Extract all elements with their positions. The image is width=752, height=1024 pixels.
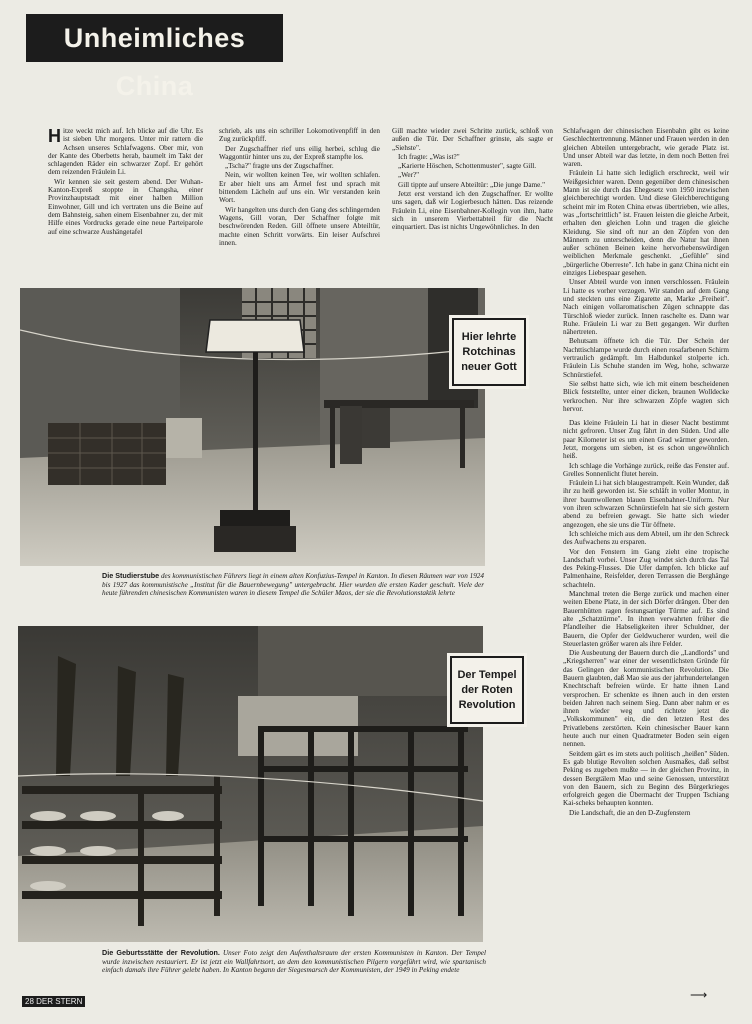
text-column-2: [219, 127, 380, 275]
paragraph: Seitdem gärt es im stets auch politisch „heißen" Süden. Es gab blutige Revolten solchen Ausmaßes, daß selbst Peking es zugeben mußte — in der gleichen Provinz, in dessen Bergtälern Mao und seine Genossen, unterstützt von den Bauern, sich zu Beginn des Bürgerkrieges erfolgreich gegen die Übermacht der Truppen Tschiang Kai-scheks behaupten konnten.: [563, 749, 729, 808]
paragraph: Unser Abteil wurde von innen verschlossen. Fräulein Li hatte es vorher verzogen. Wir standen auf dem Gang und steckten uns eine Zigarette an, Marke „Freiheit". Nach einigen vollaromatischen Zügen schnappte das Türschloß wieder zurück. Innen raschelte es. Dann war Ruhe. Fräulein Li war zu Bett gegangen. Wir durften nähertreten.: [563, 278, 729, 337]
photo-study-room: [20, 288, 485, 566]
headline-line: neuer Gott: [461, 360, 517, 373]
paragraph: „Wer?": [398, 171, 420, 180]
paragraph: „Tscha?" fragte uns der Zugschaffner.: [225, 162, 334, 171]
paragraph: Gill tippte auf unsere Abteiltür: „Die junge Dame.": [398, 180, 546, 189]
paragraph: Der Zugschaffner rief uns eilig herbei, schlug die Waggontür hinter uns zu, der Expreß stampfte los.: [219, 144, 380, 161]
paragraph: Jetzt erst verstand ich den Zugschaffner. Er wollte uns sagen, daß wir Logierbesuch hätten. Das reizende Fräulein Li, eine Eisenbahner-Kollegin von ihm, hatte sich in unserem Vierbettabteil für die Nacht einquartiert. Das ist nichts Ungewöhnliches. In den: [392, 190, 553, 232]
paragraph: Die Landschaft, die an den D-Zugfenstern: [569, 808, 691, 817]
headline-line: Revolution: [458, 698, 516, 711]
paragraph: Die Ausbeutung der Bauern durch die „Landlords" und „Kriegsherren" war einer der wesentlichsten Gründe für das Gelingen der kommunistischen Revolution. Die Bauern glaubten, daß Mao sie aus der jahrhundertelangen Knechtschaft befreien würde. Er hatte ihnen Land versprochen. Er schenkte es ihnen auch in den ersten beiden Jahren nach seinem Sieg. Dann aber nahm er es ihnen wieder weg und richtete jetzt die „Volkskommunen" ein, die den letzten Rest des Privatlebens zerstörten. Kein chinesischer Bauer kann heute auch nur einen Quadratmeter Boden sein eigen nennen.: [563, 649, 729, 749]
paragraph: Ich schleiche mich aus dem Abteil, um ihr den Schreck des Aufwachens zu ersparen.: [563, 529, 729, 547]
paragraph: Behutsam öffnete ich die Tür. Der Schein der Nachttischlampe wurde durch einen rosafarbenen Schirm vertraulich gedämpft. Im Halbdunkel stolperte ich. Fräulein Lis Schuhe standen im Weg, hohe, schwarze Schnürstiefel.: [563, 337, 729, 379]
paragraph: [48, 127, 203, 177]
paragraph: Wir kennen sie seit gestern abend. Der Wuhan-Kanton-Expreß stoppte in Changsha, einer Provinzhauptstadt mit einer halben Million Einwohner, Gill und ich vertraten uns die Beine auf dem Bahnsteig, sahen einem Eisenbahner zu, der mit Hilfe eines Vordrucks gerade eine neue Parteiparole auf eine schwarze Aushängetafel: [48, 177, 203, 236]
paragraph: Ich fragte: „Was ist?": [398, 152, 460, 161]
study-room-illustration: [20, 288, 485, 566]
paragraph: Wir hangelten uns durch den Gang des schlingernden Wagens, Gill voran, Der Schaffner folgte mit beschwörenden Reden. Gill öffnete unsere Abteiltür, machte einen Schritt vorwärts. Ein leiser Aufschrei innen.: [219, 205, 380, 247]
headline-line: Der Tempel: [457, 668, 517, 681]
text-column-4: [563, 127, 729, 993]
page-footer: 28 DER STERN: [22, 996, 85, 1007]
paragraph: schrieb, als uns ein schriller Lokomotivenpfiff in den Zug zurückpfiff.: [219, 127, 380, 144]
photo2-headline-box: [450, 656, 524, 724]
paragraph: Manchmal treten die Berge zurück und machen einer weiten Ebene Platz, in der sich Dörfer drängen. Über den Bauernhütten ragen festungsartige Türme auf. Es sind alte „Schatztürme". In ihnen verwahrten früher die Pfandleiher die Habseligkeiten ihrer Schuldner, der Bauern, die Opfer der Geldwucherer wurden, weil die Steuerlasten größer waren als ihre Felder.: [563, 590, 729, 648]
headline-line: Rotchinas: [462, 345, 516, 358]
caption-text: des kommunistischen Führers liegt in einem alten Konfuzius-Tempel in Kanton. In diesen Räumen war von 1924 bis 1927 das kommunistische „Institut für die Bauernbewegung" untergebracht. Hier wurden die ersten Kader geschult. Viele der heute führenden chinesischen Kommunisten waren in diesem Tempel die Schüler Maos, der sie die Revolutionstaktik lehrte: [102, 572, 484, 598]
paragraph: Schlafwagen der chinesischen Eisenbahn gibt es keine Geschlechtertrennung. Männer und Frauen werden in den gleichen Abteilen untergebracht, wie gerade Platz ist. Und unser Abteil war das letzte, in dem noch Betten frei waren.: [563, 127, 729, 169]
headline-line: der Roten: [461, 683, 513, 696]
continue-arrow-icon: ⟶: [690, 988, 708, 1002]
text-column-3: [392, 127, 553, 275]
paragraph: Ich schlage die Vorhänge zurück, reiße das Fenster auf. Grelles Sonnenlicht flutet herein.: [563, 461, 729, 478]
paragraph: Sie selbst hatte sich, wie ich mit einem bescheidenen Blick feststellte, unter einer dicken, braunen Wolldecke verkrochen. Nur ihre schwarzen Zöpfe wagten sich hervor.: [563, 379, 729, 413]
headline-line: Hier lehrte: [461, 330, 517, 343]
drop-cap: H: [48, 127, 61, 146]
paragraph: Nein, wir wollten keinen Tee, wir wollten schlafen. Er aber hielt uns am Ärmel fest und sprach mit bittendem Lächeln auf uns ein. Wir verstanden kein Wort.: [219, 171, 380, 205]
photo2-caption: [102, 949, 486, 975]
caption-lead: Die Studierstube: [102, 571, 160, 580]
paragraph: „Karierte Höschen, Schottenmuster", sagte Gill.: [398, 162, 537, 171]
paragraph-text: itze weckt mich auf. Ich blicke auf die Uhr. Es ist sieben Uhr morgens. Unter mir rattern die Achsen unseres Schlafwagens. Ober mir, von der Kante des Oberbetts herab, baumelt im Takt der schlagenden Räder ein schwarzer Zopf. Er gehört dem reizenden Fräulein Li.: [48, 127, 203, 177]
photo-revolution-room: [18, 626, 483, 942]
paragraph: Vor den Fenstern im Gang zieht eine tropische Landschaft vorbei. Unser Zug windet sich durch das Tal des Peking-Flusses. Die Ufer dampfen. Ich blicke auf Palmenhaine, Reisfelder, deren Terrassen die Berghänge schachteln.: [563, 547, 729, 589]
paragraph: Fräulein Li hatte sich lediglich erschreckt, weil wir Weißgesichter waren. Denn gegenüber dem chinesischen Mann ist sie durch das Ehegesetz von 1950 inzwischen gleichberechtigt worden. Und diese Gleichberechtigung scheint mir im Roten China etwas übertrieben, wie alles, was „fortschrittlich" ist. Frauen leisten die gleiche Arbeit, erhalten den gleichen Lohn und tragen die gleiche Kleidung. Sie sind oft nur an den Zöpfen von den Männern zu unterscheiden, denn die Natur hat ihnen außer schönen Beinen keine hervorhebenswürdigen weiblichen Merkmale geschenkt. „Gefühle" sind „bürgerliche Oberreste". Ich habe in ganz China nicht ein einziges Liebespaar gesehen.: [563, 169, 729, 278]
caption-text: Unser Foto zeigt den Aufenthaltsraum der ersten Kommunisten in Kanton. Der Tempel wurde inzwischen restauriert. Er ist jetzt ein Wallfahrtsort, an dem den kommunistischen Pilgern vorgeführt wird, wie spartanisch einfach damals ihre Führer gelebt haben. In Kanton begann der Siegesmarsch der Kommunisten, der 1949 in Peking endete: [102, 949, 486, 975]
paragraph: Fräulein Li hat sich blaugestrampelt. Kein Wunder, daß ihr zu heiß geworden ist. Sie schläft in voller Montur, in ihrer baumwollenen blauen Eisenbahner-Uniform. Nur von ihren schwarzen Schnürstiefeln hat sie sich gestern abend zu befreien gewagt. Sie hatte sich wieder angezogen, ehe sie uns die Tür öffnete.: [563, 479, 729, 529]
caption-lead: Die Geburtsstätte der Revolution.: [102, 948, 220, 957]
photo1-caption: [102, 572, 484, 598]
photo1-headline-box: [452, 318, 526, 386]
article-title: Unheimliches China: [26, 14, 283, 62]
paragraph: Gill machte wieder zwei Schritte zurück, schloß von außen die Tür. Der Schaffner grinste, als sagte er „Siehste".: [392, 127, 553, 152]
text-column-1: [48, 127, 203, 275]
revolution-room-illustration: [18, 626, 483, 942]
paragraph: Das kleine Fräulein Li hat in dieser Nacht bestimmt nicht gefroren. Unser Zug fährt in den Süden. Und alle paar Kilometer ist es um einen Grad wärmer geworden. Jetzt, morgens um sieben, ist es schon ungewöhnlich heiß.: [563, 419, 729, 461]
